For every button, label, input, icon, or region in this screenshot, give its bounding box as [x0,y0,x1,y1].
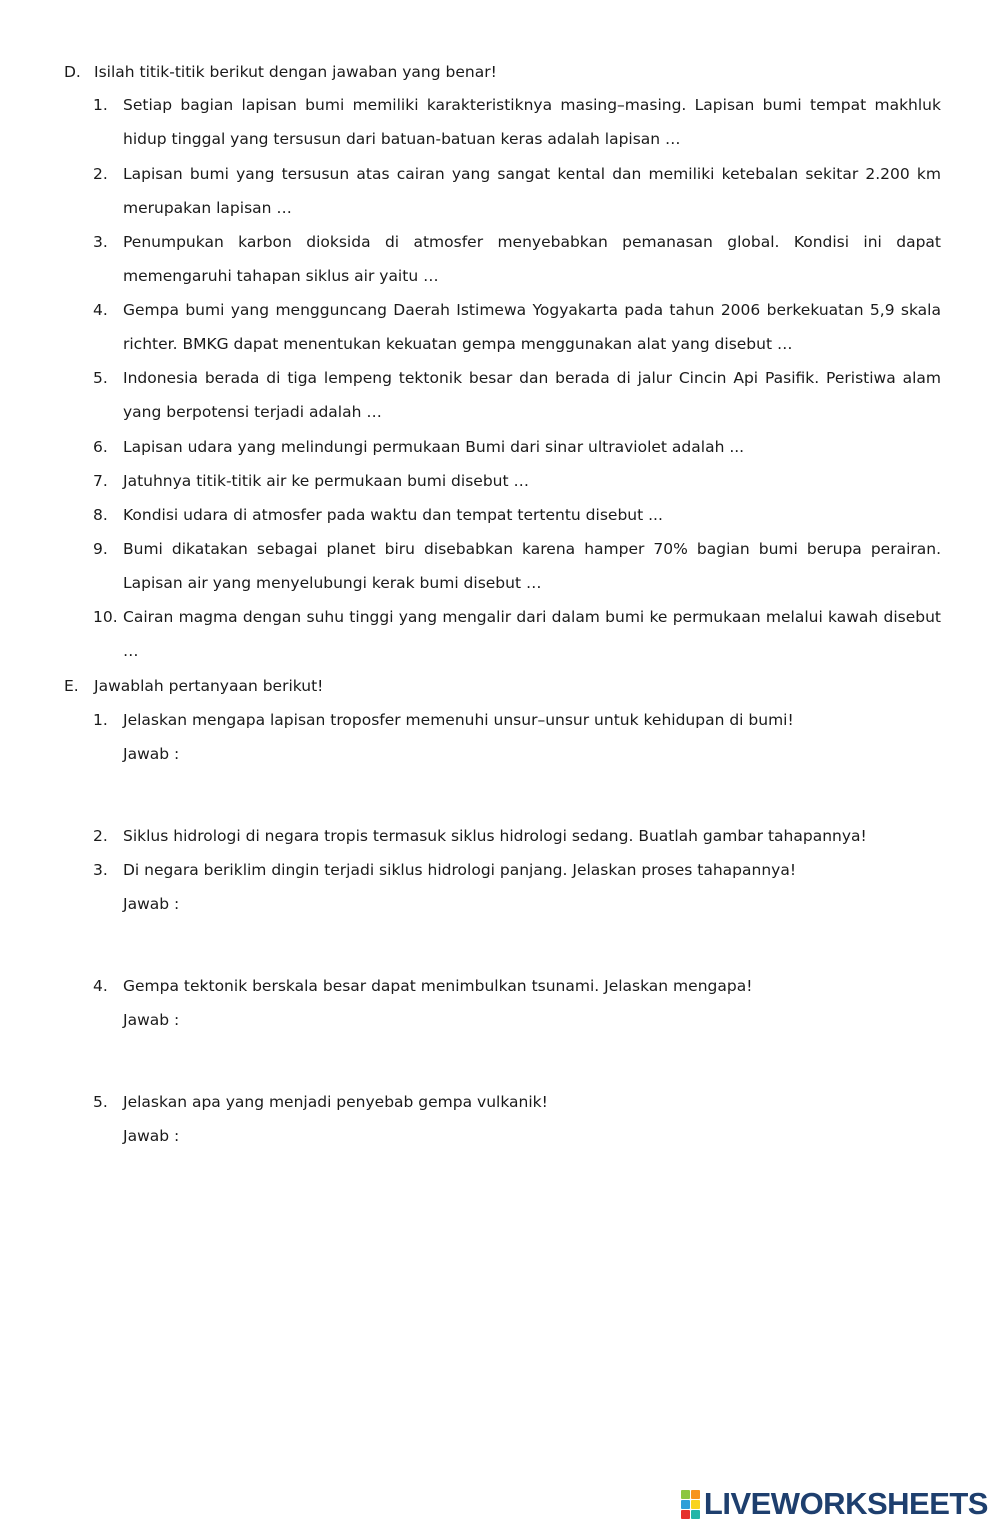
question-text: Setiap bagian lapisan bumi memiliki karakteristiknya masing–masing. Lapisan bumi tempat makhluk hidup tinggal yang tersusun dari batuan-batuan keras adalah lapisan … [123,96,941,148]
question-number: 2. [93,827,108,845]
answer-label: Jawab : [123,1011,180,1029]
answer-label: Jawab : [123,895,180,913]
question-e-5 [93,1085,941,1119]
section-d-heading [64,62,497,82]
question-number: 3. [93,861,108,879]
question-number: 1. [93,96,108,114]
question-d-7 [93,464,941,498]
logo-square-red [681,1510,690,1519]
question-text: Bumi dikatakan sebagai planet biru disebabkan karena hamper 70% bagian bumi berupa perairan. Lapisan air yang menyelubungi kerak bumi disebut … [123,540,941,592]
question-text: Jelaskan mengapa lapisan troposfer memenuhi unsur–unsur untuk kehidupan di bumi! [123,711,794,729]
liveworksheets-logo-icon [681,1490,700,1519]
question-number: 4. [93,301,108,319]
logo-square-blue [681,1500,690,1509]
question-d-3 [93,225,941,293]
section-d-letter: D. [64,63,81,81]
question-e-2 [93,819,941,853]
question-number: 7. [93,472,108,490]
question-number: 10. [93,608,118,626]
answer-label: Jawab : [123,1127,180,1145]
question-e-3 [93,853,941,887]
question-d-5 [93,361,941,429]
question-e-4 [93,969,941,1003]
question-d-4 [93,293,941,361]
question-d-10 [93,600,941,668]
question-text: Siklus hidrologi di negara tropis termasuk siklus hidrologi sedang. Buatlah gambar tahapannya! [123,827,867,845]
question-d-6 [93,430,941,464]
section-d-title: Isilah titik-titik berikut dengan jawaban yang benar! [94,63,497,81]
question-d-1 [93,88,941,156]
question-text: Jatuhnya titik-titik air ke permukaan bumi disebut … [123,472,529,490]
question-e-1 [93,703,941,737]
section-e-title: Jawablah pertanyaan berikut! [94,677,324,695]
question-number: 8. [93,506,108,524]
question-number: 2. [93,165,108,183]
question-text: Lapisan bumi yang tersusun atas cairan yang sangat kental dan memiliki ketebalan sekitar 2.200 km merupakan lapisan … [123,165,941,217]
question-number: 1. [93,711,108,729]
question-text: Cairan magma dengan suhu tinggi yang mengalir dari dalam bumi ke permukaan melalui kawah disebut … [123,608,941,660]
question-number: 5. [93,369,108,387]
question-text: Indonesia berada di tiga lempeng tektonik besar dan berada di jalur Cincin Api Pasifik. Peristiwa alam yang berpotensi terjadi adalah … [123,369,941,421]
question-text: Penumpukan karbon dioksida di atmosfer menyebabkan pemanasan global. Kondisi ini dapat memengaruhi tahapan siklus air yaitu … [123,233,941,285]
logo-square-orange [691,1490,700,1499]
question-text: Gempa tektonik berskala besar dapat menimbulkan tsunami. Jelaskan mengapa! [123,977,753,995]
logo-square-yellow [691,1500,700,1509]
section-e-letter: E. [64,677,79,695]
question-d-8 [93,498,941,532]
question-text: Di negara beriklim dingin terjadi siklus hidrologi panjang. Jelaskan proses tahapannya! [123,861,797,879]
question-text: Gempa bumi yang mengguncang Daerah Istimewa Yogyakarta pada tahun 2006 berkekuatan 5,9 skala richter. BMKG dapat menentukan kekuatan gempa menggunakan alat yang disebut … [123,301,941,353]
logo-square-teal [691,1510,700,1519]
question-number: 5. [93,1093,108,1111]
question-number: 9. [93,540,108,558]
question-number: 4. [93,977,108,995]
question-number: 6. [93,438,108,456]
question-text: Jelaskan apa yang menjadi penyebab gempa vulkanik! [123,1093,548,1111]
answer-label: Jawab : [123,745,180,763]
question-d-2 [93,157,941,225]
logo-wordmark: LIVEWORKSHEETS [703,1486,988,1521]
question-number: 3. [93,233,108,251]
question-text: Lapisan udara yang melindungi permukaan Bumi dari sinar ultraviolet adalah ... [123,438,745,456]
logo-square-green [681,1490,690,1499]
section-e-heading [64,676,323,696]
question-text: Kondisi udara di atmosfer pada waktu dan tempat tertentu disebut ... [123,506,663,524]
liveworksheets-logo [681,1484,988,1524]
question-d-9 [93,532,941,600]
